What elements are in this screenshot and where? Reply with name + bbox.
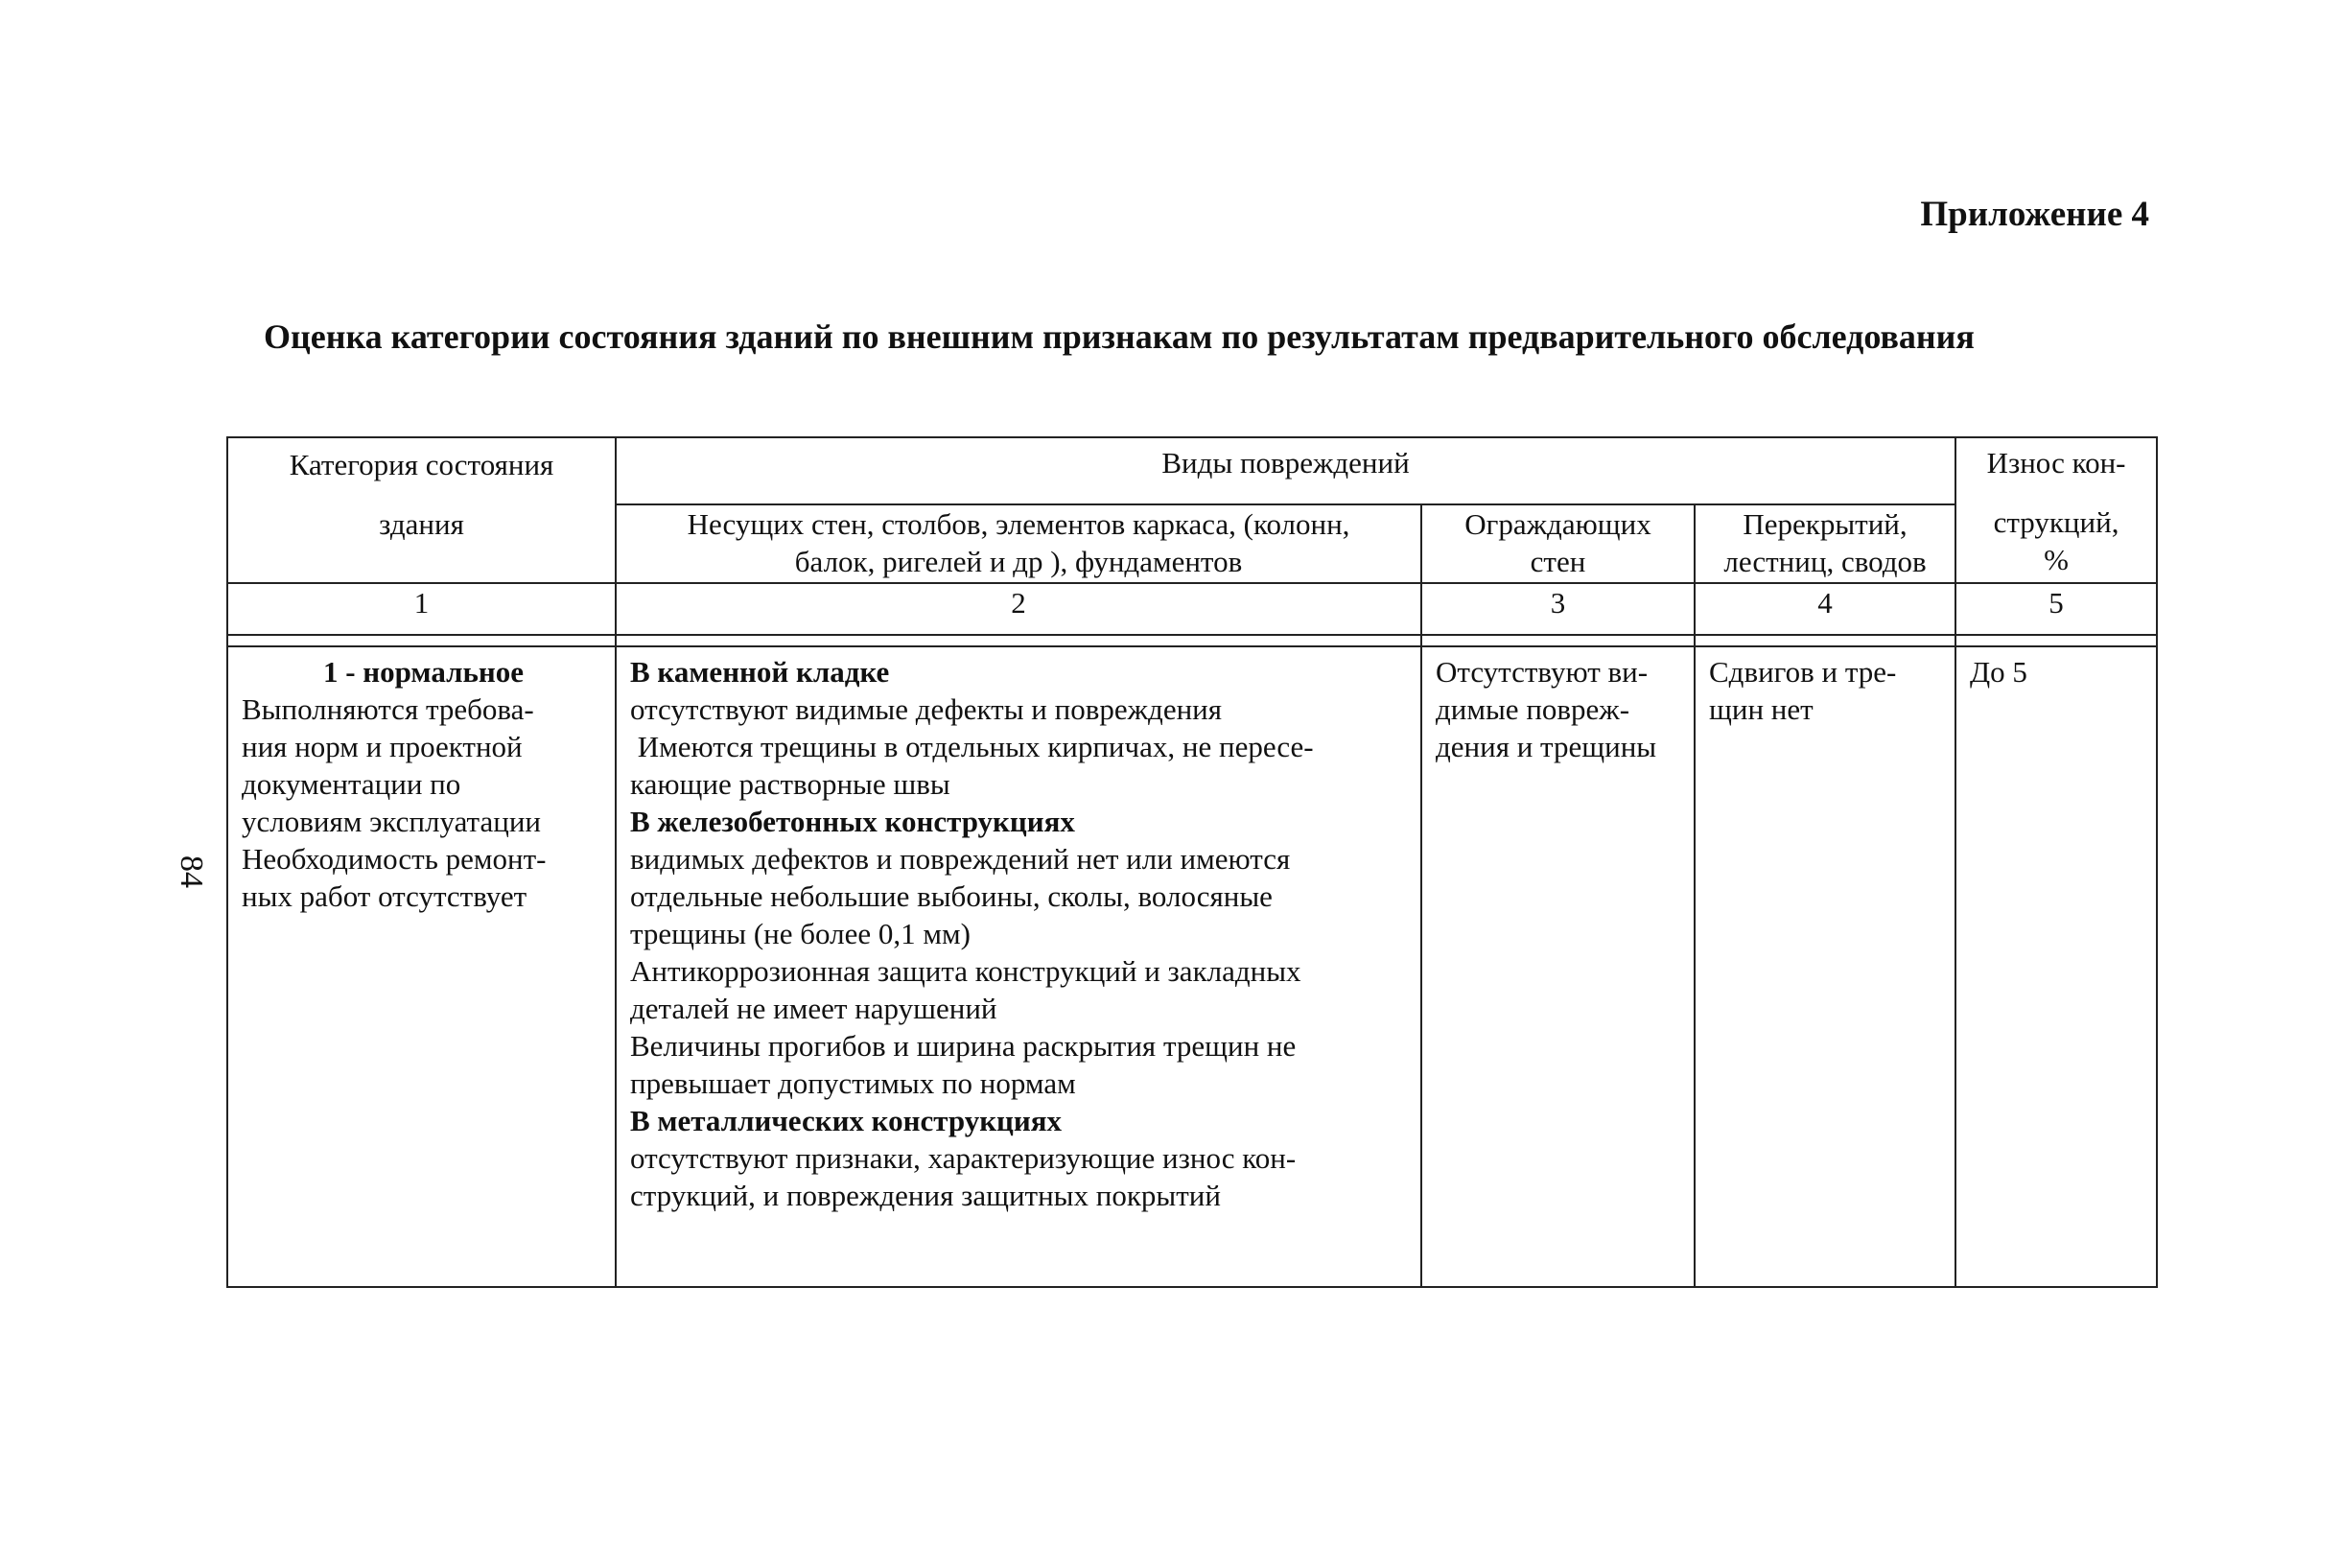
header-enclosing — [1421, 504, 1695, 583]
header-floors-line2: лестниц, сводов — [1723, 545, 1927, 578]
floors-line: щин нет — [1709, 692, 1814, 726]
concrete-heading: В железобетонных конструкциях — [630, 805, 1075, 838]
concrete-line: Величины прогибов и ширина раскрытия трещин не — [630, 1029, 1297, 1063]
header-category — [227, 437, 616, 583]
wear-value: До 5 — [1970, 655, 2027, 689]
concrete-line: деталей не имеет нарушений — [630, 992, 997, 1025]
masonry-line: кающие растворные швы — [630, 767, 950, 801]
header-enclosing-line2: стен — [1530, 545, 1586, 578]
spacer-row — [227, 635, 2157, 646]
enclosing-line: димые повреж- — [1436, 692, 1630, 726]
column-number-5: 5 — [1955, 583, 2157, 635]
category-title: 1 - нормальное — [322, 655, 525, 689]
category-line: ных работ отсутствует — [242, 879, 527, 913]
category-line: Выполняются требова- — [242, 692, 534, 726]
floors-cell — [1695, 646, 1955, 1287]
load-bearing-cell — [616, 646, 1421, 1287]
header-row — [227, 437, 2157, 504]
masonry-line: отсутствуют видимые дефекты и повреждения — [630, 692, 1223, 726]
floors-line: Сдвигов и тре- — [1709, 655, 1897, 689]
header-wear-line2: струкций, — [1993, 505, 2119, 539]
metal-line: струкций, и повреждения защитных покрытий — [630, 1179, 1221, 1212]
header-load-bearing — [616, 504, 1421, 583]
spacer-cell — [1695, 635, 1955, 646]
spacer-cell — [616, 635, 1421, 646]
metal-heading: В металлических конструкциях — [630, 1104, 1063, 1137]
header-enclosing-line1: Ограждающих — [1464, 507, 1651, 541]
column-number-3: 3 — [1421, 583, 1695, 635]
appendix-label: Приложение 4 — [1920, 195, 2149, 234]
column-number-2: 2 — [616, 583, 1421, 635]
category-line: документации по — [242, 767, 461, 801]
header-wear-line1: Износ кон- — [1986, 446, 2126, 480]
column-number-1: 1 — [227, 583, 616, 635]
enclosing-line: Отсутствуют ви- — [1436, 655, 1649, 689]
condition-table — [226, 436, 2158, 1288]
column-number-row — [227, 583, 2157, 635]
header-wear-line3: % — [2044, 543, 2069, 576]
spacer-cell — [227, 635, 616, 646]
spacer-cell — [1955, 635, 2157, 646]
header-load-bearing-line2: балок, ригелей и др ), фундаментов — [794, 545, 1243, 578]
concrete-line: превышает допустимых по нормам — [630, 1066, 1076, 1100]
table-row — [227, 646, 2157, 1287]
header-load-bearing-line1: Несущих стен, столбов, элементов каркаса, (колонн, — [687, 507, 1350, 541]
masonry-heading: В каменной кладке — [630, 655, 890, 689]
wear-cell — [1955, 646, 2157, 1287]
category-line: ния норм и проектной — [242, 730, 523, 763]
spacer-cell — [1421, 635, 1695, 646]
concrete-line: трещины (не более 0,1 мм) — [630, 917, 971, 950]
category-line: Необходимость ремонт- — [242, 842, 547, 876]
header-damage-types: Виды повреждений — [616, 437, 1955, 504]
category-line: условиям эксплуатации — [242, 805, 541, 838]
enclosing-cell — [1421, 646, 1695, 1287]
concrete-line: видимых дефектов и повреждений нет или имеются — [630, 842, 1291, 876]
enclosing-line: дения и трещины — [1436, 730, 1657, 763]
metal-line: отсутствуют признаки, характеризующие износ кон- — [630, 1141, 1297, 1175]
page-title: Оценка категории состояния зданий по внешним признакам по результатам предварительного обследования — [264, 317, 1975, 356]
concrete-line: Антикоррозионная защита конструкций и закладных — [630, 954, 1301, 988]
header-category-line1: Категория состояния — [289, 448, 554, 481]
category-cell — [227, 646, 616, 1287]
column-number-4: 4 — [1695, 583, 1955, 635]
page-number: 84 — [174, 855, 209, 888]
header-floors — [1695, 504, 1955, 583]
header-floors-line1: Перекрытий, — [1743, 507, 1908, 541]
concrete-line: отдельные небольшие выбоины, сколы, волосяные — [630, 879, 1273, 913]
masonry-line: Имеются трещины в отдельных кирпичах, не пересе- — [630, 730, 1314, 763]
header-wear — [1955, 437, 2157, 583]
header-category-line2: здания — [379, 507, 464, 541]
